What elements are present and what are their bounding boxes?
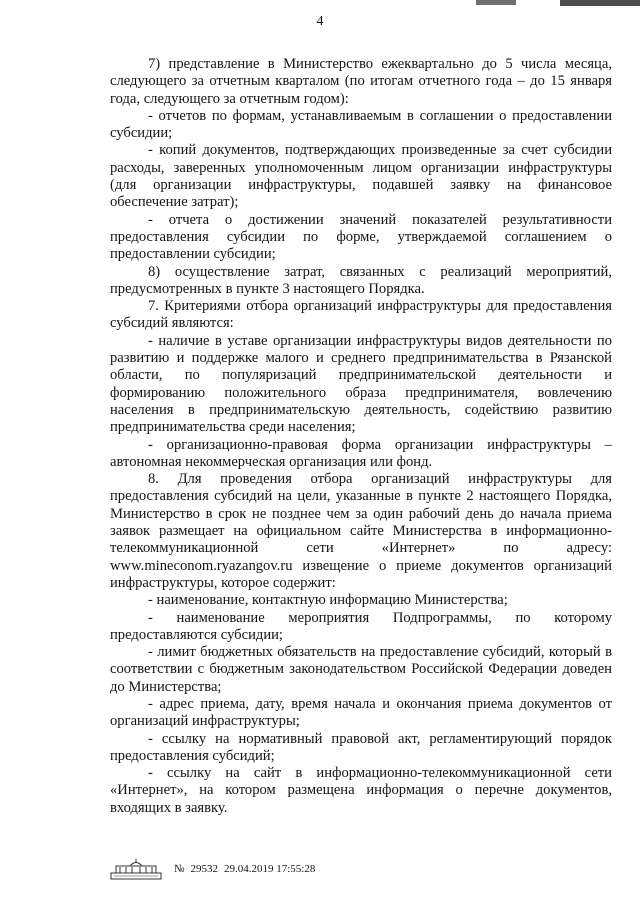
paragraph: - ссылку на нормативный правовой акт, регламентирующий порядок предоставления субсидий; [110,730,612,764]
document-body [110,56,612,817]
paragraph: 8. Для проведения отбора организаций инфраструктуры для предоставления субсидий на цели, указанные в пункте 2 настоящего Порядка, Министерство в срок не позднее чем за один рабочий день до начала приема заявок размещает на официальном сайте Министерства в информационно-телекоммуникационной сети «Интернет» по адресу: www.mineconom.ryazangov.ru извещение о приеме документов организаций инфраструктуры, которое содержит: [110,471,612,591]
paragraph: - отчетов по формам, устанавливаемым в соглашении о предоставлении субсидии; [110,107,612,142]
registration-datetime: 29.04.2019 17:55:28 [224,863,316,875]
page-number: 4 [316,14,324,29]
paragraph: 7. Критериями отбора организаций инфраструктуры для предоставления субсидий являются: [110,298,612,332]
scan-artifact [560,0,640,6]
paragraph: - наименование мероприятия Подпрограммы, по которому предоставляются субсидии; [110,609,612,643]
paragraph: - ссылку на сайт в информационно-телекоммуникационной сети «Интернет», на котором размещена информация о перечне документов, входящих в заявку. [110,765,612,816]
paragraph: - лимит бюджетных обязательств на предоставление субсидий, который в соответствии с бюджетным законодательством Российской Федерации доведен до Министерства; [110,644,612,695]
paragraph: - адрес приема, дату, время начала и окончания приема документов от организаций инфраструктуры; [110,695,612,730]
paragraph: - отчета о достижении значений показателей результативности предоставления субсидии по форме, утверждаемой соглашением о предоставлении субсидии; [110,211,612,263]
building-logo-icon [110,858,162,880]
paragraph: - наличие в уставе организации инфраструктуры видов деятельности по развитию и поддержке малого и среднего предпринимательства в Рязанской области, по популяризаций предпринимательской деятельности и формированию положительного образа предпринимателя, вовлечению населения в предпринимательскую деятельность, содействию развитию предпринимательства среди населения; [110,332,612,436]
paragraph: 7) представление в Министерство ежеквартально до 5 числа месяца, следующего за отчетным кварталом (по итогам отчетного года – до 15 января года, следующего за отчетным годом): [110,56,612,107]
paragraph: 8) осуществление затрат, связанных с реализаций мероприятий, предусмотренных в пункте 3 настоящего Порядка. [110,263,612,297]
number-sign: № [174,863,185,875]
paragraph: - организационно-правовая форма организации инфраструктуры – автономная некоммерческая организация или фонд. [110,436,612,470]
registration-footer [110,858,315,880]
paragraph: - наименование, контактную информацию Министерства; [148,592,508,609]
scan-artifact [476,0,516,5]
paragraph: - копий документов, подтверждающих произведенные за счет субсидии расходы, заверенных уполномоченным лицом организации инфраструктуры (для организации инфраструктуры, подавшей заявку на финансовое обеспечение затрат); [110,142,612,211]
document-number: 29532 [190,863,218,875]
